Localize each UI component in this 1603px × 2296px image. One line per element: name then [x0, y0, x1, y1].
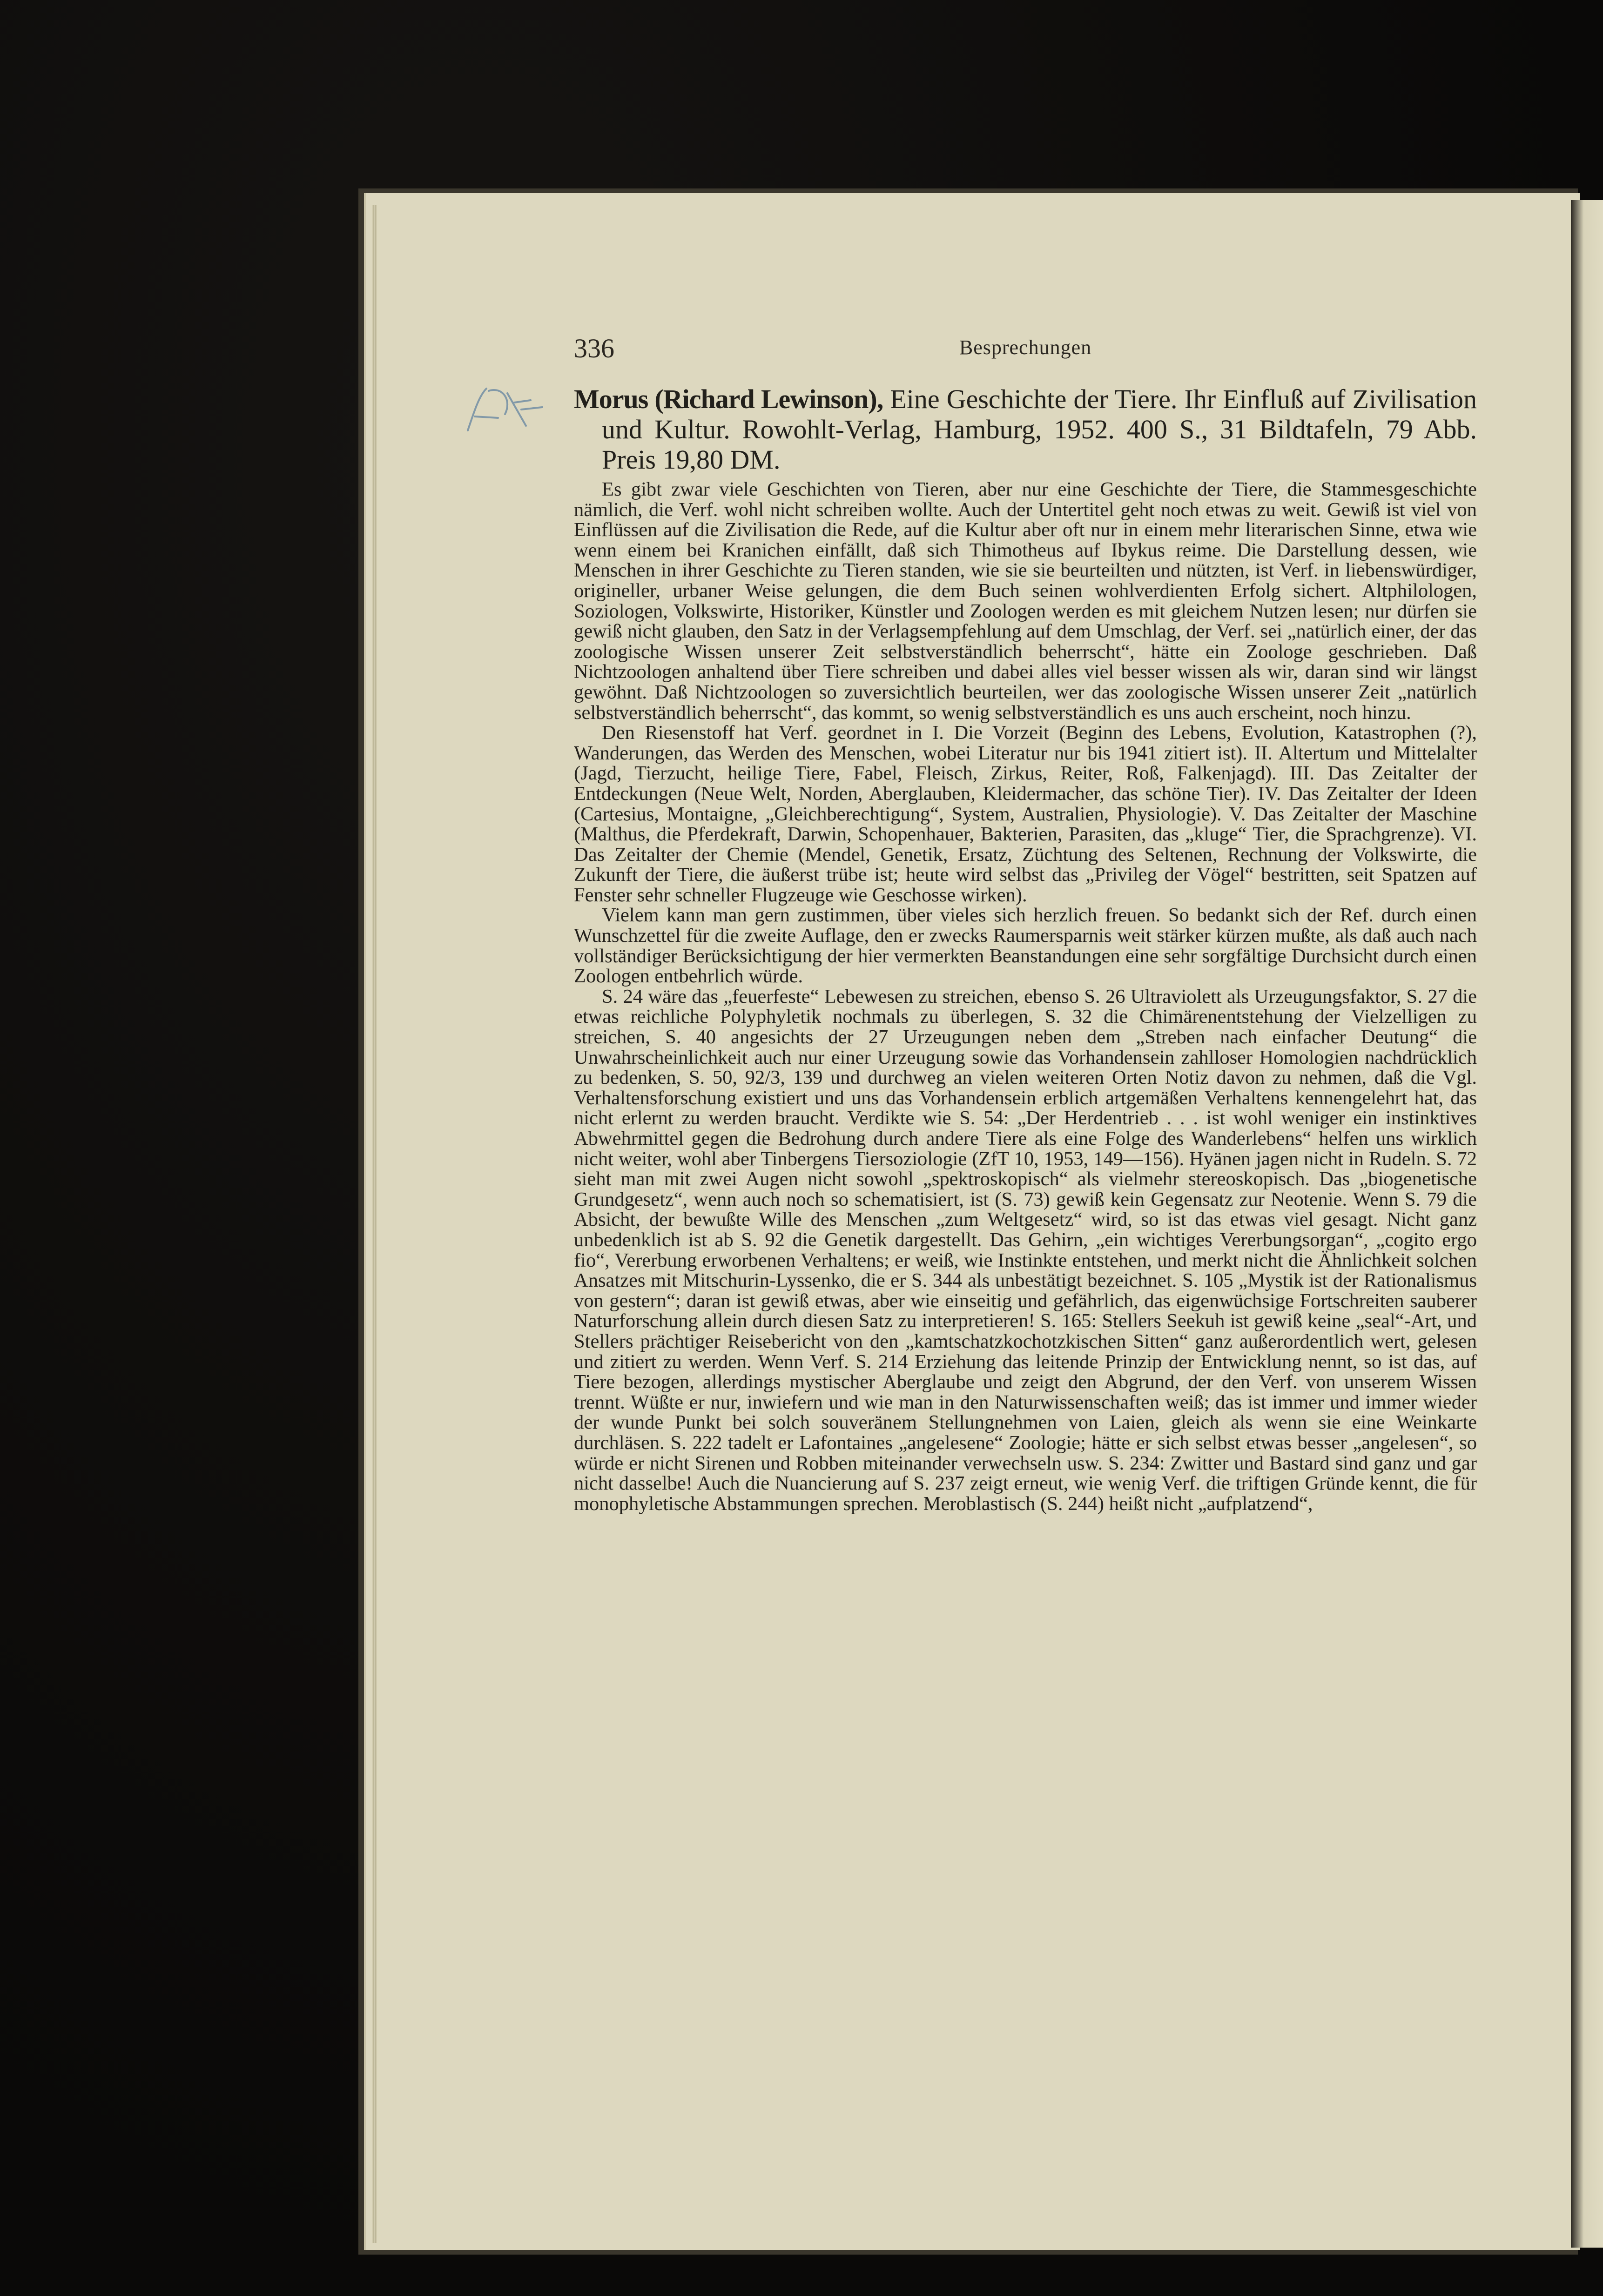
review-body	[574, 479, 1477, 1514]
page-number: 336	[574, 333, 614, 363]
page-header	[574, 333, 1477, 365]
running-head: Besprechungen	[959, 336, 1092, 359]
paragraph: Es gibt zwar viele Geschichten von Tieren, aber nur eine Geschichte der Tiere, die Stammesgeschichte nämlich, die Verf. wohl nicht schreiben wollte. Auch der Untertitel geht noch etwas zu weit. Gewiß ist viel von Einflüssen auf die Zivilisation die Rede, auf die Kultur aber oft nur in einem mehr literarischen Sinne, etwa wie wenn einem bei Kranichen einfällt, daß sich Thimotheus auf Ibykus reime. Die Darstellung dessen, wie Menschen in ihrer Geschichte zu Tieren standen, wie sie sie beurteilten und nützten, ist Verf. in liebenswürdiger, origineller, urbaner Weise gelungen, die dem Buch seinen wohlverdienten Erfolg sichert. Altphilologen, Soziologen, Volkswirte, Historiker, Künstler und Zoologen werden es mit gleichem Nutzen lesen; nur dürfen sie gewiß nicht glauben, den Satz in der Verlagsempfehlung auf dem Umschlag, der Verf. sei „natürlich einer, der das zoologische Wissen unserer Zeit selbstverständlich beherrscht“, hätte ein Zoologe geschrieben. Daß Nichtzoologen anhaltend über Tiere schreiben und dabei alles viel besser wissen als wir, daran sind wir längst gewöhnt. Daß Nichtzoologen so zuversichtlich beurteilen, wer das zoologische Wissen unserer Zeit „natürlich selbstverständlich beherrscht“, das kommt, so wenig selbstverständlich es uns auch erscheint, noch hinzu.	[574, 478, 1477, 724]
page-edge	[372, 205, 377, 2243]
paragraph: Vielem kann man gern zustimmen, über vieles sich herzlich freuen. So bedankt sich der Ref. durch einen Wunschzettel für die zweite Auflage, den er zwecks Raumersparnis weit stärker kürzen mußte, als daß auch nach vollständiger Berücksichtigung der hier vermerkten Beanstandungen eine sehr sorgfältige Durchsicht durch einen Zoologen entbehrlich würde.	[574, 904, 1477, 987]
paragraph: S. 24 wäre das „feuerfeste“ Lebewesen zu streichen, ebenso S. 26 Ultraviolett als Urzeugungsfaktor, S. 27 die etwas reichliche Polyphyletik nochmals zu überlegen, S. 32 die Chimärenentstehung der Vielzelligen zu streichen, S. 40 angesichts der 27 Urzeugungen neben dem „Streben nach einfacher Deutung“ die Unwahrscheinlichkeit auch nur einer Urzeugung sowie das Vorhandensein zahlloser Homologien nachdrücklich zu bedenken, S. 50, 92/3, 139 und durchweg an vielen weiteren Orten Notiz davon zu nehmen, daß die Vgl. Verhaltensforschung existiert und uns das Vorhandensein erblich artgemäßen Verhaltens kennengelehrt hat, das nicht erlernt zu werden braucht. Verdikte wie S. 54: „Der Herdentrieb . . . ist wohl weniger ein instinktives Abwehrmittel gegen die Bedrohung durch andere Tiere als eine Folge des Wanderlebens“ helfen uns wirklich nicht weiter, wohl aber Tinbergens Tiersoziologie (ZfT 10, 1953, 149—156). Hyänen jagen nicht in Rudeln. S. 72 sieht man mit zwei Augen nicht sowohl „spektroskopisch“ als vielmehr stereoskopisch. Das „biogenetische Grundgesetz“, wenn auch noch so schematisiert, ist (S. 73) gewiß kein Gegensatz zur Neotenie. Wenn S. 79 die Absicht, der bewußte Wille des Menschen „zum Weltgesetz“ wird, so ist das etwas viel gesagt. Nicht ganz unbedenklich ist ab S. 92 die Genetik dargestellt. Das Gehirn, „ein wichtiges Vererbungsorgan“, „cogito ergo fio“, Vererbung erworbenen Verhaltens; er weiß, wie Instinkte entstehen, und merkt nicht die Ähnlichkeit solchen Ansatzes mit Mitschurin-Lyssenko, die er S. 344 als unbestätigt bezeichnet. S. 105 „Mystik ist der Rationalismus von gestern“; daran ist gewiß etwas, aber wie einseitig und gefährlich, das eigenwüchsige Fortschreiten sauberer Naturforschung allein durch diesen Satz zu interpretieren! S. 165: Stellers Seekuh ist gewiß keine „seal“-Art, und Stellers prächtiger Reisebericht von den „kamtschatzkochotzkischen Sitten“ ganz außerordentlich wert, gelesen und zitiert zu werden. Wenn Verf. S. 214 Erziehung das leitende Prinzip der Entwicklung nennt, so ist das, auf Tiere bezogen, allerdings mystischer Aberglaube und zeigt den Abgrund, der den Verf. von unserem Wissen trennt. Wüßte er nur, inwiefern und wie man in den Naturwissenschaften weiß; das ist immer und immer wieder der wunde Punkt bei solch souveränem Stellungnehmen von Laien, gleich als wenn sie eine Weinkarte durchläsen. S. 222 tadelt er Lafontaines „angelesene“ Zoologie; hätte er sich selbst etwas besser „angelesen“, so würde er nicht Sirenen und Robben miteinander verwechseln usw. S. 234: Zwitter und Bastard sind ganz und gar nicht dasselbe! Auch die Nuancierung auf S. 237 zeigt erneut, wie wenig Verf. die triftigen Gründe kennt, die für monophyletische Abstammungen sprechen. Meroblastisch (S. 244) heißt nicht „aufplatzend“,	[574, 985, 1477, 1515]
handwritten-mark-icon	[461, 382, 545, 437]
facing-page-edge	[1571, 200, 1603, 2248]
paragraph: Den Riesenstoff hat Verf. geordnet in I. Die Vorzeit (Beginn des Lebens, Evolution, Katastrophen (?), Wanderungen, das Werden des Menschen, wobei Literatur nur bis 1941 zitiert ist). II. Altertum und Mittelalter (Jagd, Tierzucht, heilige Tiere, Fabel, Fleisch, Zirkus, Reiter, Roß, Falkenjagd). III. Das Zeitalter der Entdeckungen (Neue Welt, Norden, Aberglauben, Kleidermacher, das schöne Tier). IV. Das Zeitalter der Ideen (Cartesius, Montaigne, „Gleichberechtigung“, System, Australien, Physiologie). V. Das Zeitalter der Maschine (Malthus, die Pferdekraft, Darwin, Schopenhauer, Bakterien, Parasiten, das „kluge“ Tier, die Sprachgrenze). VI. Das Zeitalter der Chemie (Mendel, Genetik, Ersatz, Züchtung des Seltenen, Rechnung der Volkswirte, die Zukunft der Tiere, die äußerst trübe ist; heute wird selbst das „Privileg der Vögel“ bestritten, seit Spatzen auf Fenster sehr schneller Flugzeuge wie Geschosse wirken).	[574, 722, 1477, 906]
review-title	[574, 384, 1477, 475]
book-citation: Eine Geschichte der Tiere. Ihr Einfluß auf Zivilisation und Kultur. Rowohlt-Verlag, Hamburg, 1952. 400 S., 31 Bildtafeln, 79 Abb. Preis 19,80 DM.	[602, 384, 1477, 475]
book-author: Morus (Richard Lewinson),	[574, 384, 883, 414]
